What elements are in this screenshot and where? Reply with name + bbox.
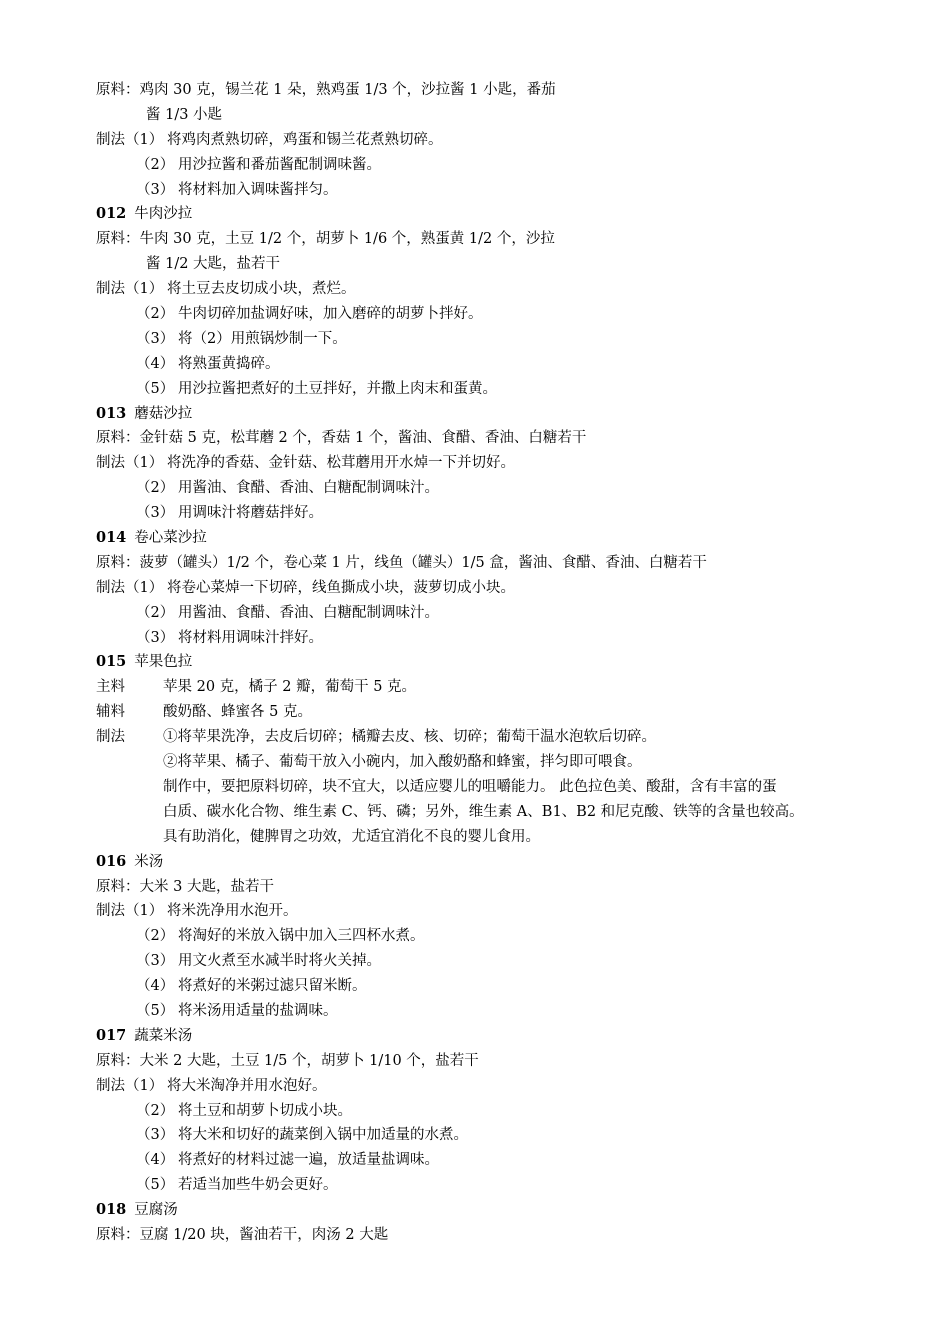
- ingredients-line: 原料：金针菇 5 克，松茸蘑 2 个，香菇 1 个，酱油、食醋、香油、白糖若干: [96, 430, 587, 447]
- aux-ingredients-line: 辅料 酸奶酪、蜂蜜各 5 克。: [96, 704, 312, 721]
- method-step: 制法 ①将苹果洗净，去皮后切碎；橘瓣去皮、核、切碎；葡萄干温水泡软后切碎。: [96, 729, 656, 746]
- method-step: （5） 将米汤用适量的盐调味。: [136, 1002, 338, 1019]
- method-step: （5） 用沙拉酱把煮好的土豆拌好，并撒上肉末和蛋黄。: [136, 380, 497, 397]
- method-step: 制法（1） 将米洗净用水泡开。: [96, 903, 298, 920]
- method-step: 制法（1） 将土豆去皮切成小块，煮烂。: [96, 281, 356, 298]
- method-step: （4） 将熟蛋黄捣碎。: [136, 355, 280, 372]
- recipe-heading: 016 米汤: [96, 852, 164, 870]
- note-text: 具有助消化，健脾胃之功效，尤适宜消化不良的婴儿食用。: [163, 828, 540, 845]
- method-step: （2） 牛肉切碎加盐调好味，加入磨碎的胡萝卜拌好。: [136, 306, 483, 323]
- ingredients-line: 原料：豆腐 1/20 块，酱油若干，肉汤 2 大匙: [96, 1226, 389, 1243]
- method-step: （2） 将土豆和胡萝卜切成小块。: [136, 1102, 352, 1119]
- method-step: （5） 若适当加些牛奶会更好。: [136, 1177, 338, 1194]
- ingredients-line: 原料：菠萝（罐头）1/2 个，卷心菜 1 片，线鱼（罐头）1/5 盒，酱油、食醋、香油、白糖若干: [96, 554, 707, 571]
- method-step: 制法（1） 将洗净的香菇、金针菇、松茸蘑用开水焯一下并切好。: [96, 455, 515, 472]
- ingredients-continuation: 酱 1/3 小匙: [146, 106, 223, 123]
- method-step: （3） 将大米和切好的蔬菜倒入锅中加适量的水煮。: [136, 1127, 468, 1144]
- method-step: （2） 将淘好的米放入锅中加入三四杯水煮。: [136, 928, 425, 945]
- recipe-heading: 018 豆腐汤: [96, 1201, 178, 1219]
- recipe-heading: 015 苹果色拉: [96, 653, 193, 671]
- ingredients-line: 原料：大米 2 大匙，土豆 1/5 个，胡萝卜 1/10 个，盐若干: [96, 1052, 479, 1069]
- method-step: （2） 用沙拉酱和番茄酱配制调味酱。: [136, 156, 381, 173]
- method-step: （3） 用文火煮至水减半时将火关掉。: [136, 953, 381, 970]
- method-step: （3） 将（2）用煎锅炒制一下。: [136, 330, 347, 347]
- recipe-heading: 012 牛肉沙拉: [96, 205, 193, 223]
- method-step: ②将苹果、橘子、葡萄干放入小碗内，加入酸奶酪和蜂蜜，拌匀即可喂食。: [163, 754, 642, 771]
- method-step: 制法（1） 将大米淘净并用水泡好。: [96, 1077, 327, 1094]
- note-text: 白质、碳水化合物、维生素 C、钙、磷；另外，维生素 A、B1、B2 和尼克酸、铁等的含量也较高。: [163, 803, 804, 820]
- method-step: （2） 用酱油、食醋、香油、白糖配制调味汁。: [136, 480, 439, 497]
- recipe-heading: 017 蔬菜米汤: [96, 1026, 193, 1044]
- recipe-heading: 013 蘑菇沙拉: [96, 404, 193, 422]
- method-step: （3） 将材料用调味汁拌好。: [136, 629, 323, 646]
- document-page: [96, 78, 896, 1248]
- method-step: 制法（1） 将鸡肉煮熟切碎，鸡蛋和锡兰花煮熟切碎。: [96, 131, 443, 148]
- ingredients-line: 原料：大米 3 大匙，盐若干: [96, 878, 274, 895]
- method-step: （4） 将煮好的材料过滤一遍，放适量盐调味。: [136, 1152, 439, 1169]
- main-ingredients-line: 主料 苹果 20 克，橘子 2 瓣，葡萄干 5 克。: [96, 679, 417, 696]
- method-step: （3） 用调味汁将蘑菇拌好。: [136, 505, 323, 522]
- ingredients-continuation: 酱 1/2 大匙，盐若干: [146, 256, 281, 273]
- method-step: （3） 将材料加入调味酱拌匀。: [136, 181, 338, 198]
- method-step: （2） 用酱油、食醋、香油、白糖配制调味汁。: [136, 604, 439, 621]
- recipe-heading: 014 卷心菜沙拉: [96, 529, 207, 547]
- ingredients-line: 原料：牛肉 30 克，土豆 1/2 个，胡萝卜 1/6 个，熟蛋黄 1/2 个，沙拉: [96, 231, 555, 248]
- ingredients-line: 原料：鸡肉 30 克，锡兰花 1 朵，熟鸡蛋 1/3 个，沙拉酱 1 小匙，番茄: [96, 82, 556, 98]
- method-step: 制法（1） 将卷心菜焯一下切碎，线鱼撕成小块，菠萝切成小块。: [96, 579, 515, 596]
- note-text: 制作中，要把原料切碎，块不宜大，以适应婴儿的咀嚼能力。 此色拉色美、酸甜，含有丰富的蛋: [163, 778, 777, 795]
- method-step: （4） 将煮好的米粥过滤只留米断。: [136, 978, 367, 995]
